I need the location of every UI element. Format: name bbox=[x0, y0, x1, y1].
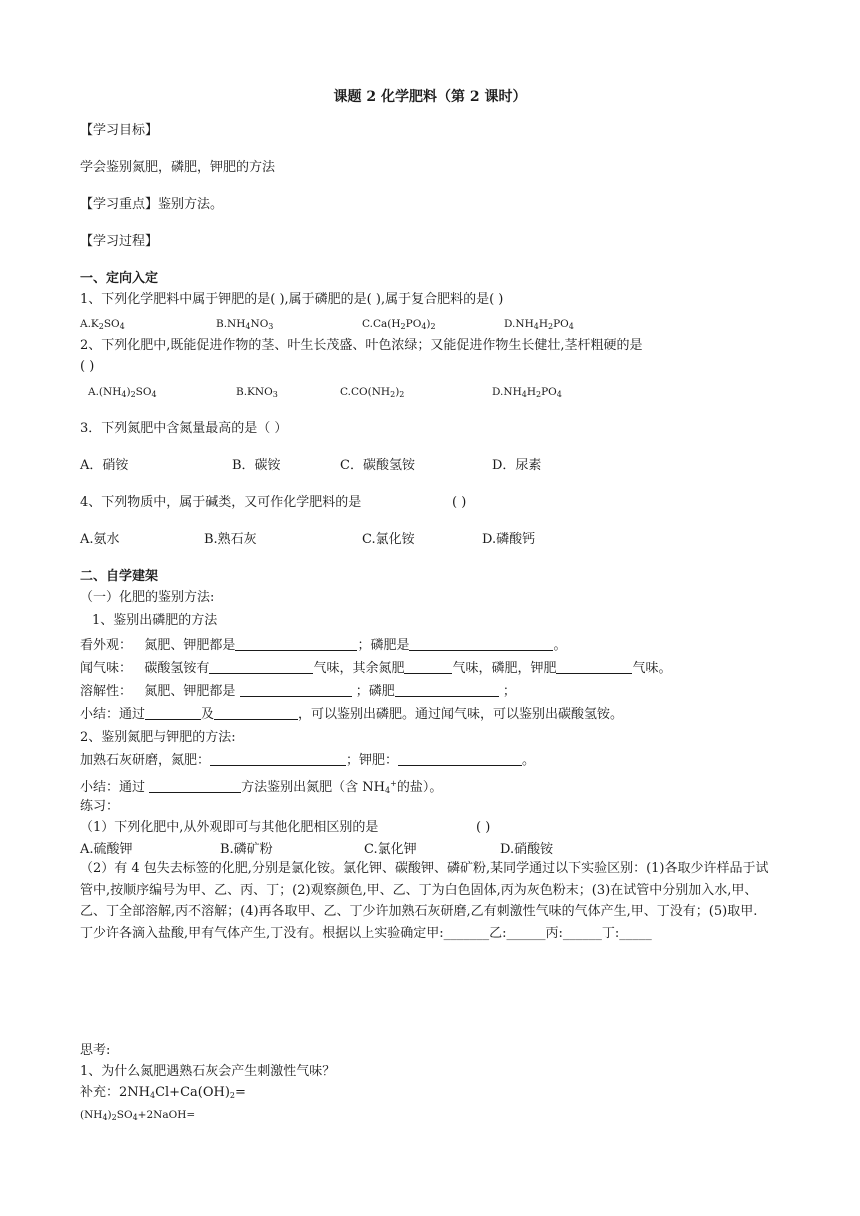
p1-options bbox=[80, 841, 780, 858]
summary2-blank[interactable] bbox=[149, 779, 241, 793]
section2-item1: 1、鉴别出磷肥的方法 bbox=[92, 613, 218, 628]
grind-blank-1[interactable] bbox=[210, 752, 346, 766]
p1-line bbox=[80, 819, 780, 836]
dissolve-line: 溶解性： 氮肥、钾肥都是 ；磷肥 ； bbox=[80, 684, 516, 699]
p1-option-d: D.硝酸铵 bbox=[500, 842, 554, 857]
practice-label: 练习： bbox=[80, 799, 120, 814]
process-heading: 【学习过程】 bbox=[80, 234, 159, 249]
q1-stem: 1、下列化学肥料中属于钾肥的是( ),属于磷肥的是( ),属于复合肥料的是( ) bbox=[80, 292, 504, 307]
look-line: 看外观： 氮肥、钾肥都是 ；磷肥是 。 bbox=[80, 638, 567, 653]
summary1-line: 小结：通过 及 ，可以鉴别出磷肥。通过闻气味，可以鉴别出碳酸氢铵。 bbox=[80, 707, 624, 722]
goal-heading: 【学习目标】 bbox=[80, 123, 159, 138]
q3-stem: 3．下列氮肥中含氮量最高的是（ ） bbox=[80, 421, 288, 436]
q1-option-d: $D.NH_4H_2PO_4$ bbox=[504, 318, 574, 331]
q4-line bbox=[80, 494, 780, 511]
q2-stem: 2、下列化肥中,既能促进作物的茎、叶生长茂盛、叶色浓绿；又能促进作物生长健壮,茎杆粗硬的是 bbox=[80, 338, 643, 353]
focus-line bbox=[80, 196, 223, 213]
grind-blank-2[interactable] bbox=[398, 752, 522, 766]
p1-option-c: C.氯化钾 bbox=[364, 842, 417, 857]
page-title: 课题 2 化学肥料（第 2 课时） bbox=[333, 89, 527, 105]
q3-option-b: B．碳铵 bbox=[232, 458, 281, 473]
smell-blank-2[interactable] bbox=[404, 660, 452, 674]
dissolve-blank-1[interactable] bbox=[240, 683, 352, 697]
grind-line: 加熟石灰研磨，氮肥： ；钾肥： 。 bbox=[80, 753, 536, 768]
q1-option-c: $C.Ca(H_2PO_4)_2$ bbox=[362, 318, 436, 331]
q3-option-d: D．尿素 bbox=[492, 458, 542, 473]
summary1-blank-1[interactable] bbox=[145, 706, 201, 720]
look-blank-2[interactable] bbox=[409, 637, 553, 651]
p1-option-a: A.硫酸钾 bbox=[80, 842, 133, 857]
smell-line: 闻气味： 碳酸氢铵有 气味，其余氮肥 气味，磷肥，钾肥 气味。 bbox=[80, 661, 672, 676]
section2-heading: 二、自学建架 bbox=[80, 569, 159, 584]
q2-option-c: $C.CO(NH_2)_2$ bbox=[340, 386, 405, 399]
dissolve-blank-2[interactable] bbox=[395, 683, 499, 697]
q1-options bbox=[80, 316, 780, 332]
section1-heading: 一、定向入定 bbox=[80, 271, 159, 286]
think-heading: 思考: bbox=[80, 1043, 111, 1058]
equation-2: $(NH_4)_2SO_4+2NaOH=$ bbox=[80, 1109, 196, 1122]
q4-option-b: B.熟石灰 bbox=[204, 532, 257, 547]
q3-options bbox=[80, 457, 780, 474]
q4-options bbox=[80, 531, 780, 548]
goal-text: 学会鉴别氮肥，磷肥，钾肥的方法 bbox=[80, 160, 276, 175]
q1-option-b: $B.NH_4NO_3$ bbox=[216, 318, 274, 331]
q4-stem: 4、下列物质中，属于碱类，又可作化学肥料的是 bbox=[80, 495, 362, 510]
summary2-line: 小结：通过 方法鉴别出氮肥（含 $NH_4^+$的盐）。 bbox=[80, 779, 443, 795]
q2-option-d: $D.NH_4H_2PO_4$ bbox=[492, 386, 562, 399]
q2-options bbox=[80, 384, 780, 400]
section2-item2: 2、鉴别氮肥与钾肥的方法: bbox=[80, 730, 236, 745]
summary1-blank-2[interactable] bbox=[214, 706, 298, 720]
p1-stem: （1）下列化肥中,从外观即可与其他化肥相区别的是 bbox=[80, 820, 379, 835]
q3-option-a: A．硝铵 bbox=[80, 458, 129, 473]
focus-text: 鉴别方法。 bbox=[158, 197, 224, 212]
p1-paren: ( ) bbox=[476, 820, 491, 835]
q4-paren: ( ) bbox=[452, 495, 467, 510]
q4-option-c: C.氯化铵 bbox=[362, 532, 415, 547]
p1-option-b: B.磷矿粉 bbox=[220, 842, 273, 857]
q1-option-a: $A.K_2SO_4$ bbox=[80, 318, 125, 331]
section2-sub1: （一）化肥的鉴别方法: bbox=[80, 590, 215, 605]
smell-blank-1[interactable] bbox=[209, 660, 313, 674]
smell-blank-3[interactable] bbox=[556, 660, 632, 674]
q2-paren: ( ) bbox=[80, 359, 95, 374]
q4-option-d: D.磷酸钙 bbox=[482, 532, 536, 547]
focus-heading: 【学习重点】 bbox=[80, 197, 159, 212]
look-blank-1[interactable] bbox=[235, 637, 357, 651]
think-q1: 1、为什么氮肥遇熟石灰会产生刺激性气味？ bbox=[80, 1064, 336, 1079]
q2-option-b: $B.KNO_3$ bbox=[236, 386, 278, 399]
supplement-equation: 补充：$2NH_4Cl+Ca(OH)_2=$ bbox=[80, 1085, 246, 1100]
q3-option-c: C．碳酸氢铵 bbox=[340, 458, 415, 473]
q4-option-a: A.氨水 bbox=[80, 532, 120, 547]
q2-option-a: $A.(NH_4)_2SO_4$ bbox=[88, 386, 157, 399]
p2-paragraph: （2）有 4 包失去标签的化肥,分别是氯化铵。氯化钾、碳酸钾、磷矿粉,某同学通过以下实验区别：(1)各取少许样品于试管中,按顺序编号为甲、乙、丙、丁；(2)观察颜色,甲、乙、丁为白色固体,丙为灰色粉末；(3)在试管中分别加入水,甲、乙、丁全部溶解,丙不溶解；(4)再各取甲、乙、丁少许加熟石灰研磨,乙有刺激性气味的气体产生,甲、丁没有；(5)取甲.丁少许各滴入盐酸,甲有气体产生,丁没有。根据以上实验确定甲:_______乙:______丙:______丁:_____ bbox=[80, 861, 769, 941]
